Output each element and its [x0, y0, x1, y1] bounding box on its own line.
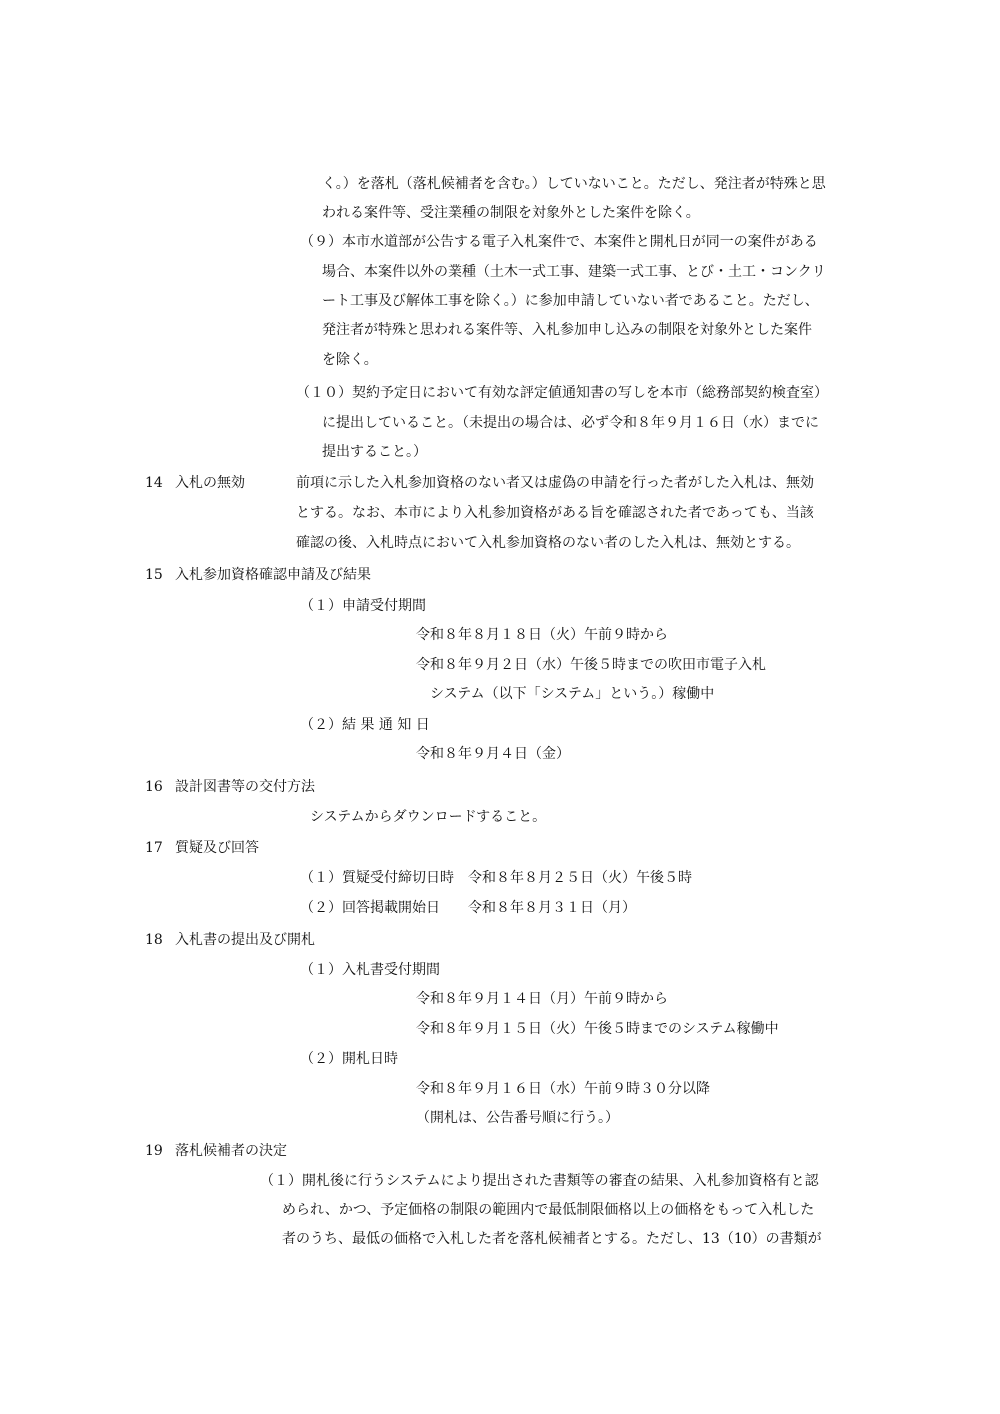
text-line: 提出すること。）: [322, 444, 427, 460]
text-line: （２）結 果 通 知 日: [300, 717, 430, 733]
text-line: 令和８年９月１６日（水）午前９時３０分以降: [416, 1081, 710, 1097]
text-line: とする。なお、本市により入札参加資格がある旨を確認された者であっても、当該: [296, 505, 814, 521]
text-line: く。）を落札（落札候補者を含む。）していないこと。ただし、発注者が特殊と思: [322, 176, 826, 192]
section-number: 14: [145, 475, 163, 491]
text-line: （９）本市水道部が公告する電子入札案件で、本案件と開札日が同一の案件がある: [300, 234, 818, 250]
text-line: （２）回答掲載開始日 令和８年８月３１日（月）: [300, 900, 636, 916]
text-line: ート工事及び解体工事を除く。）に参加申請していない者であること。ただし、: [322, 293, 819, 309]
text-line: 令和８年９月４日（金）: [416, 746, 570, 762]
text-line: われる案件等、受注業種の制限を対象外とした案件を除く。: [322, 205, 700, 221]
text-line: （１）入札書受付期間: [300, 962, 440, 978]
text-line: （開札は、公告番号順に行う。）: [416, 1110, 619, 1126]
text-line: 令和８年９月２日（水）午後５時までの吹田市電子入札: [416, 657, 766, 673]
section-title: 設計図書等の交付方法: [175, 779, 315, 795]
text-line: 場合、本案件以外の業種（土木一式工事、建築一式工事、とび・土工・コンクリ: [322, 264, 826, 280]
section-number: 16: [145, 779, 163, 795]
text-line: 令和８年８月１８日（火）午前９時から: [416, 627, 668, 643]
text-line: 確認の後、入札時点において入札参加資格のない者のした入札は、無効とする。: [296, 535, 800, 551]
text-line: （１）開札後に行うシステムにより提出された書類等の審査の結果、入札参加資格有と認: [260, 1173, 819, 1189]
section-title: 入札書の提出及び開札: [175, 932, 315, 948]
section-number: 15: [145, 567, 163, 583]
section-title: 入札の無効: [175, 475, 245, 491]
text-line: 発注者が特殊と思われる案件等、入札参加申し込みの制限を対象外とした案件: [322, 322, 812, 338]
text-line: 令和８年９月１５日（火）午後５時までのシステム稼働中: [416, 1021, 779, 1037]
text-line: 前項に示した入札参加資格のない者又は虚偽の申請を行った者がした入札は、無効: [296, 475, 814, 491]
text-line: 令和８年９月１４日（月）午前９時から: [416, 991, 668, 1007]
text-line: システム（以下「システム」という。）稼働中: [430, 686, 715, 702]
section-number: 18: [145, 932, 163, 948]
text-line: められ、かつ、予定価格の制限の範囲内で最低制限価格以上の価格をもって入札した: [282, 1202, 815, 1218]
section-number: 19: [145, 1143, 163, 1159]
section-title: 質疑及び回答: [175, 840, 259, 856]
text-line: （１）申請受付期間: [300, 598, 426, 614]
section-title: 入札参加資格確認申請及び結果: [175, 567, 371, 583]
text-line: を除く。: [322, 352, 378, 368]
section-number: 17: [145, 840, 163, 856]
text-line: 者のうち、最低の価格で入札した者を落札候補者とする。ただし、13（10）の書類が: [282, 1231, 822, 1247]
text-line: システムからダウンロードすること。: [310, 809, 547, 825]
text-line: に提出していること。（未提出の場合は、必ず令和８年９月１６日（水）までに: [322, 415, 819, 431]
text-line: （１）質疑受付締切日時 令和８年８月２５日（火）午後５時: [300, 870, 692, 886]
text-line: （１０）契約予定日において有効な評定値通知書の写しを本市（総務部契約検査室）: [296, 385, 828, 401]
text-line: （２）開札日時: [300, 1051, 398, 1067]
section-title: 落札候補者の決定: [175, 1143, 287, 1159]
